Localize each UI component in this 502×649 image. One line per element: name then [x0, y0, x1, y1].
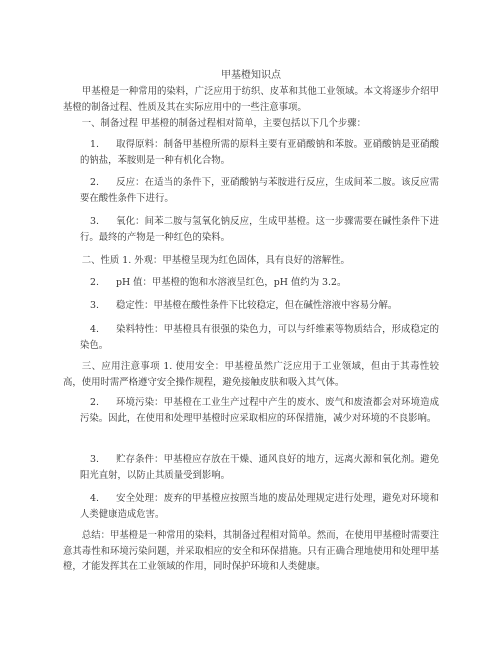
item-number: 3.: [90, 300, 99, 311]
document-title: 甲基橙知识点: [221, 70, 281, 81]
item-text: 取得原料：制备甲基橙所需的原料主要有亚硝酸钠和苯胺。亚硝酸钠是亚硝酸的钠盐，苯胺则是一种有机化合物。: [80, 139, 439, 166]
item-number: 2.: [90, 397, 99, 408]
section2-item-3: [80, 298, 439, 314]
section2-item-2: [80, 275, 439, 291]
item-text: pH 值：甲基橙的饱和水溶液呈红色，pH 值约为 3.2。: [116, 277, 347, 288]
item-number: 4.: [90, 493, 99, 504]
intro-paragraph: 甲基橙是一种常用的染料，广泛应用于纺织、皮革和其他工业领域。本文将逐步介绍甲基橙的制备过程、性质及其在实际应用中的一些注意事项。: [63, 86, 439, 113]
item-text: 氧化：间苯二胺与氢氧化钠反应，生成甲基橙。这一步骤需要在碱性条件下进行。最终的产物是一种红色的染料。: [80, 216, 439, 243]
item-number: 3.: [90, 454, 99, 465]
section1-item-3: [80, 214, 439, 245]
summary-paragraph: 总结：甲基橙是一种常用的染料，其制备过程相对简单。然而，在使用甲基橙时需要注意其毒性和环境污染问题，并采取相应的安全和环保措施。只有正确合理地使用和处理甲基橙，才能发挥其在工业领域的作用，同时保护环境和人类健康。: [63, 530, 439, 572]
section2-item-4: [80, 322, 439, 353]
item-number: 1.: [90, 139, 99, 150]
item-text: 贮存条件：甲基橙应存放在干燥、通风良好的地方，远离火源和氧化剂。避免阳光直射，以防止其质量受到影响。: [80, 454, 439, 481]
item-number: 4.: [90, 324, 99, 335]
section3-item-4: [80, 491, 439, 522]
item-text: 稳定性：甲基橙在酸性条件下比较稳定，但在碱性溶液中容易分解。: [116, 300, 398, 311]
section1-heading: 一、制备过程 甲基橙的制备过程相对简单，主要包括以下几个步骤：: [81, 118, 367, 129]
item-number: 2.: [90, 177, 99, 188]
item-number: 3.: [90, 216, 99, 227]
section3-item-3: [80, 452, 439, 483]
item-text: 反应：在适当的条件下，亚硝酸钠与苯胺进行反应，生成间苯二胺。该反应需要在酸性条件下进行。: [80, 177, 439, 204]
section3-heading: 三、应用注意事项 1. 使用安全：甲基橙虽然广泛应用于工业领域，但由于其毒性较高，使用时需严格遵守安全操作规程，避免接触皮肤和吸入其气体。: [63, 361, 439, 388]
item-text: 染料特性：甲基橙具有很强的染色力，可以与纤维素等物质结合，形成稳定的染色。: [80, 324, 439, 351]
section2-heading: 二、性质 1. 外观：甲基橙呈现为红色固体，具有良好的溶解性。: [81, 255, 350, 266]
item-text: 安全处理：废弃的甲基橙应按照当地的废品处理规定进行处理，避免对环境和人类健康造成危害。: [80, 493, 439, 520]
section1-item-1: [80, 137, 439, 168]
section3-item-2: [80, 395, 439, 426]
item-number: 2.: [90, 277, 99, 288]
section1-item-2: [80, 175, 439, 206]
item-text: 环境污染：甲基橙在工业生产过程中产生的废水、废气和废渣都会对环境造成污染。因此，在使用和处理甲基橙时应采取相应的环保措施，减少对环境的不良影响。: [80, 397, 439, 424]
